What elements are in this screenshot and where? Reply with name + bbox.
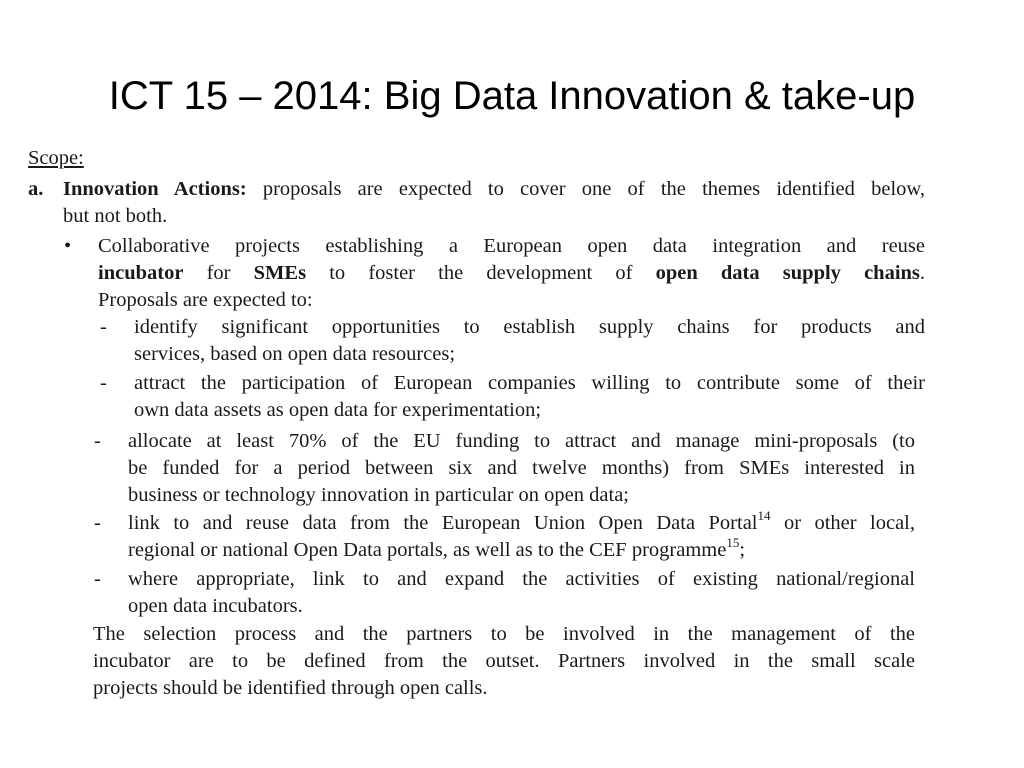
dash-4-line-1 [128,510,915,537]
dash-1-line-1: identify significant opportunities to establish supply chains for products and [134,316,925,338]
scope-label: Scope: [28,147,84,169]
dash-3-line-3: business or technology innovation in particular on open data; [128,484,629,506]
period: . [919,262,926,284]
dash-4-text-c: regional or national Open Data portals, as well as to the CEF programme [128,539,727,561]
slide-title: ICT 15 – 2014: Big Data Innovation & take-up [108,74,916,118]
dash-5-line-2: open data incubators. [128,595,303,617]
text-for: for [206,262,231,284]
bullet-line-3: Proposals are expected to: [98,289,313,311]
dash-4-text-a: link to and reuse data from the European Union Open Data Portal [128,512,758,534]
dash-4-text-b: or other local, [783,512,916,534]
item-a-marker: a. [28,178,44,200]
dash-3-line-1: allocate at least 70% of the EU funding to attract and manage mini-proposals (to [128,430,915,452]
dash-marker-5: - [94,568,101,590]
dash-2-line-2: own data assets as open data for experimentation; [134,399,542,421]
dash-marker-2: - [100,372,107,394]
dash-marker-1: - [100,316,107,338]
bold-incubator: incubator [98,262,184,284]
paragraph-line-3: projects should be identified through open calls. [93,677,488,699]
bullet-line-1: Collaborative projects establishing a European open data integration and reuse [98,235,925,257]
bold-supply-chains: open data supply chains [655,262,920,284]
paragraph-line-2: incubator are to be defined from the outset. Partners involved in the small scale [93,650,915,672]
item-a-line-1 [63,176,925,203]
bullet-marker: • [64,235,72,257]
paragraph-line-1: The selection process and the partners to be involved in the management of the [93,623,915,645]
dash-3-line-2: be funded for a period between six and twelve months) from SMEs interested in [128,457,915,479]
bold-smes: SMEs [253,262,307,284]
dash-4-text-d: ; [739,539,746,561]
item-a-text: proposals are expected to cover one of the themes identified below, [262,178,925,200]
item-a-line-2: but not both. [63,205,168,227]
dash-marker-4: - [94,512,101,534]
footnote-ref-15: 15 [726,535,740,550]
dash-marker-3: - [94,430,101,452]
bullet-line-2 [98,260,925,287]
dash-1-line-2: services, based on open data resources; [134,343,456,365]
item-a-lead: Innovation Actions: [63,178,247,200]
dash-4-line-2 [128,537,745,564]
dash-2-line-1: attract the participation of European companies willing to contribute some of their [134,372,925,394]
dash-5-line-1: where appropriate, link to and expand the activities of existing national/regional [128,568,915,590]
footnote-ref-14: 14 [757,508,771,523]
text-foster: to foster the development of [329,262,633,284]
